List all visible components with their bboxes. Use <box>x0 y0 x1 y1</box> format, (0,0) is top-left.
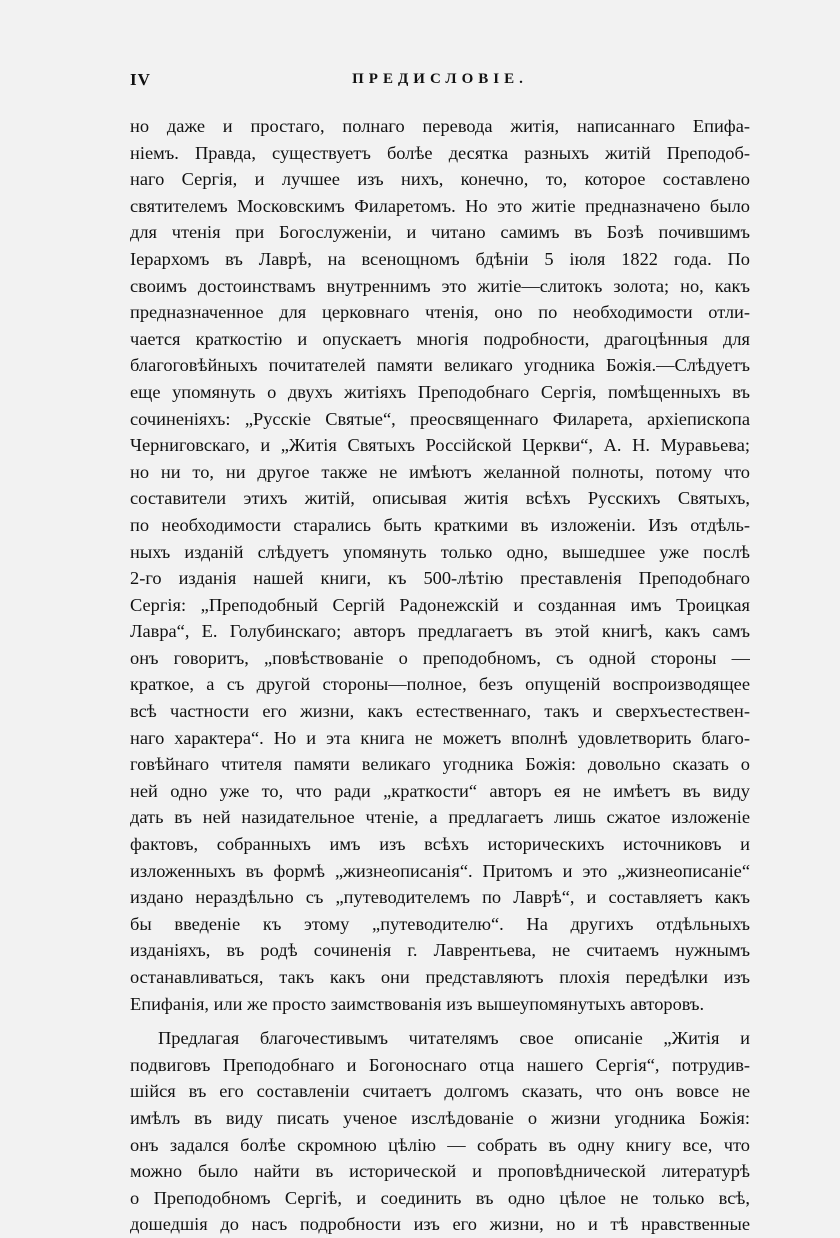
paragraph-2 <box>130 1025 750 1238</box>
running-title: ПРЕДИСЛОВІЕ. <box>352 71 528 87</box>
text-line: краткое, а съ другой стороны—полное, безъ опущеній воспроизводящее <box>130 674 750 695</box>
text-line: наго характера“. Но и эта книга не можетъ вполнѣ удовлетворить благо- <box>130 727 750 748</box>
text-line: изданіяхъ, въ родѣ сочиненія г. Лаврентьева, не считаемъ нужнымъ <box>130 940 750 961</box>
text-line: Лавра“, Е. Голубинскаго; авторъ предлагаетъ въ этой книгѣ, какъ самъ <box>130 621 750 642</box>
text-line: Предлагая благочестивымъ читателямъ свое описаніе „Житія и <box>158 1028 750 1049</box>
text-line: о Преподобномъ Сергіѣ, и соединить въ одно цѣлое не только всѣ, <box>130 1187 750 1208</box>
paragraph-1 <box>130 113 750 1017</box>
text-line: говѣйнаго чтителя памяти великаго угодника Божія: довольно сказать о <box>130 754 750 775</box>
text-line: бы введеніе къ этому „путеводителю“. На другихъ отдѣльныхъ <box>130 913 750 934</box>
text-line: можно было найти въ исторической и проповѣднической литературѣ <box>130 1161 750 1182</box>
text-line: еще упомянуть о двухъ житіяхъ Преподобнаго Сергія, помѣщенныхъ въ <box>130 381 750 402</box>
text-line: по необходимости старались быть краткими въ изложеніи. Изъ отдѣль- <box>130 514 750 535</box>
text-line: Черниговскаго, и „Житія Святыхъ Россійской Церкви“, А. Н. Муравьева; <box>130 435 750 456</box>
text-line: для чтенія при Богослуженіи, и читано самимъ въ Бозѣ почившимъ <box>130 222 750 243</box>
page-number: IV <box>130 70 151 89</box>
text-line: онъ говоритъ, „повѣствованіе о преподобномъ, съ одной стороны — <box>130 647 750 668</box>
text-line: своимъ достоинствамъ внутреннимъ это житіе—слитокъ золота; но, какъ <box>130 275 750 296</box>
body-text <box>130 113 750 1238</box>
text-line: ней одно уже то, что ради „краткости“ авторъ ея не имѣетъ въ виду <box>130 780 750 801</box>
text-line: дать въ ней назидательное чтеніе, а предлагаетъ лишь сжатое изложеніе <box>130 807 750 828</box>
text-line: Епифанія, или же просто заимствованія изъ вышеупомянутыхъ авторовъ. <box>130 993 705 1014</box>
text-line: сочиненіяхъ: „Русскіе Святые“, преосвященнаго Филарета, архіепископа <box>130 408 750 429</box>
text-line: Сергія: „Преподобный Сергій Радонежскій и созданная имъ Троицкая <box>130 594 750 615</box>
text-line: святителемъ Московскимъ Филаретомъ. Но это житіе предназначено было <box>130 195 750 216</box>
text-line: фактовъ, собранныхъ имъ изъ всѣхъ историческихъ источниковъ и <box>130 834 750 855</box>
text-line: предназначенное для церковнаго чтенія, оно по необходимости отли- <box>130 302 750 323</box>
text-line: составители этихъ житій, описывая житія всѣхъ Русскихъ Святыхъ, <box>130 488 750 509</box>
text-line: шійся въ его составленіи считаетъ долгомъ сказать, что онъ вовсе не <box>130 1081 750 1102</box>
text-line: имѣлъ въ виду писать ученое изслѣдованіе о жизни угодника Божія: <box>130 1107 750 1128</box>
text-line: дошедшія до насъ подробности изъ его жизни, но и тѣ нравственные <box>130 1214 750 1235</box>
text-line: 2-го изданія нашей книги, къ 500-лѣтію преставленія Преподобнаго <box>130 568 750 589</box>
text-line: но даже и простаго, полнаго перевода житія, написаннаго Епифа- <box>130 116 750 136</box>
text-line: ніемъ. Правда, существуетъ болѣе десятка разныхъ житій Преподоб- <box>130 142 750 163</box>
text-line: изложенныхъ въ формѣ „жизнеописанія“. Притомъ и это „жизнеописаніе“ <box>130 860 750 881</box>
text-line: но ни то, ни другое также не имѣютъ желанной полноты, потому что <box>130 461 750 482</box>
text-line: всѣ частности его жизни, какъ естественнаго, такъ и сверхъестествен- <box>130 701 750 722</box>
text-line: ныхъ изданій слѣдуетъ упомянуть только одно, вышедшее уже послѣ <box>130 541 750 562</box>
text-line: благоговѣйныхъ почитателей памяти великаго угодника Божія.—Слѣдуетъ <box>130 355 750 376</box>
text-line: подвиговъ Преподобнаго и Богоноснаго отца нашего Сергія“, потрудив- <box>130 1054 750 1075</box>
page-header <box>130 70 750 94</box>
text-line: наго Сергія, и лучшее изъ нихъ, конечно, то, которое составлено <box>130 169 750 190</box>
text-line: останавливаться, такъ какъ они представляютъ плохія передѣлки изъ <box>130 967 750 987</box>
text-line: онъ задался болѣе скромною цѣлію — собрать въ одну книгу все, что <box>130 1134 750 1155</box>
text-line: издано нераздѣльно съ „путеводителемъ по Лаврѣ“, и составляетъ какъ <box>130 887 750 908</box>
text-line: чается краткостію и опускаетъ многія подробности, драгоцѣнныя для <box>130 328 750 349</box>
text-line: Іерархомъ въ Лаврѣ, на всенощномъ бдѣніи 5 іюля 1822 года. По <box>130 248 750 269</box>
